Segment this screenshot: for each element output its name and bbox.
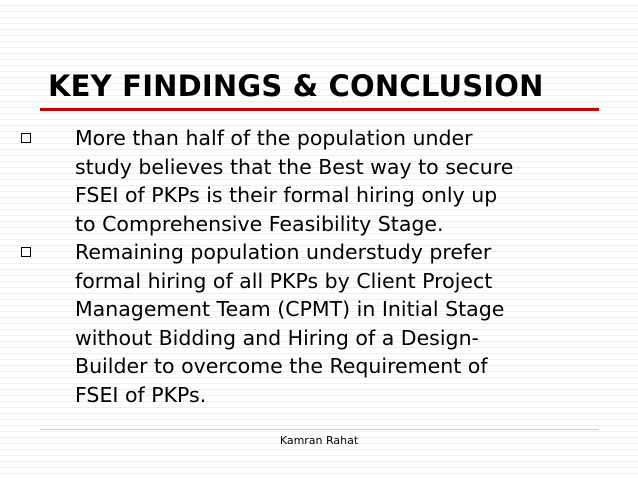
bullet-item-1	[18, 124, 598, 238]
square-bullet-icon	[21, 247, 31, 257]
bullet-line: More than half of the population under	[75, 126, 473, 150]
footer-author: Kamran Rahat	[279, 434, 359, 447]
bullet-line: Remaining population understudy prefer	[75, 240, 492, 264]
bullet-line: Management Team (CPMT) in Initial Stage	[75, 297, 505, 321]
bullet-item-2	[18, 238, 598, 409]
bullet-list	[18, 124, 598, 409]
bullet-line: formal hiring of all PKPs by Client Project	[75, 268, 493, 293]
bullet-line: Builder to overcome the Requirement of	[75, 354, 488, 378]
bullet-line: FSEI of PKPs is their formal hiring only up	[75, 183, 498, 207]
bullet-line: FSEI of PKPs.	[75, 382, 207, 407]
bullet-line: to Comprehensive Feasibility Stage.	[75, 211, 444, 236]
title-underline	[40, 108, 599, 111]
bullet-line: study believes that the Best way to secure	[75, 154, 514, 179]
slide-title: KEY FINDINGS & CONCLUSION	[48, 69, 544, 103]
bullet-line: without Bidding and Hiring of a Design-	[75, 325, 479, 350]
square-bullet-icon	[21, 133, 31, 143]
footer-divider	[40, 429, 599, 430]
